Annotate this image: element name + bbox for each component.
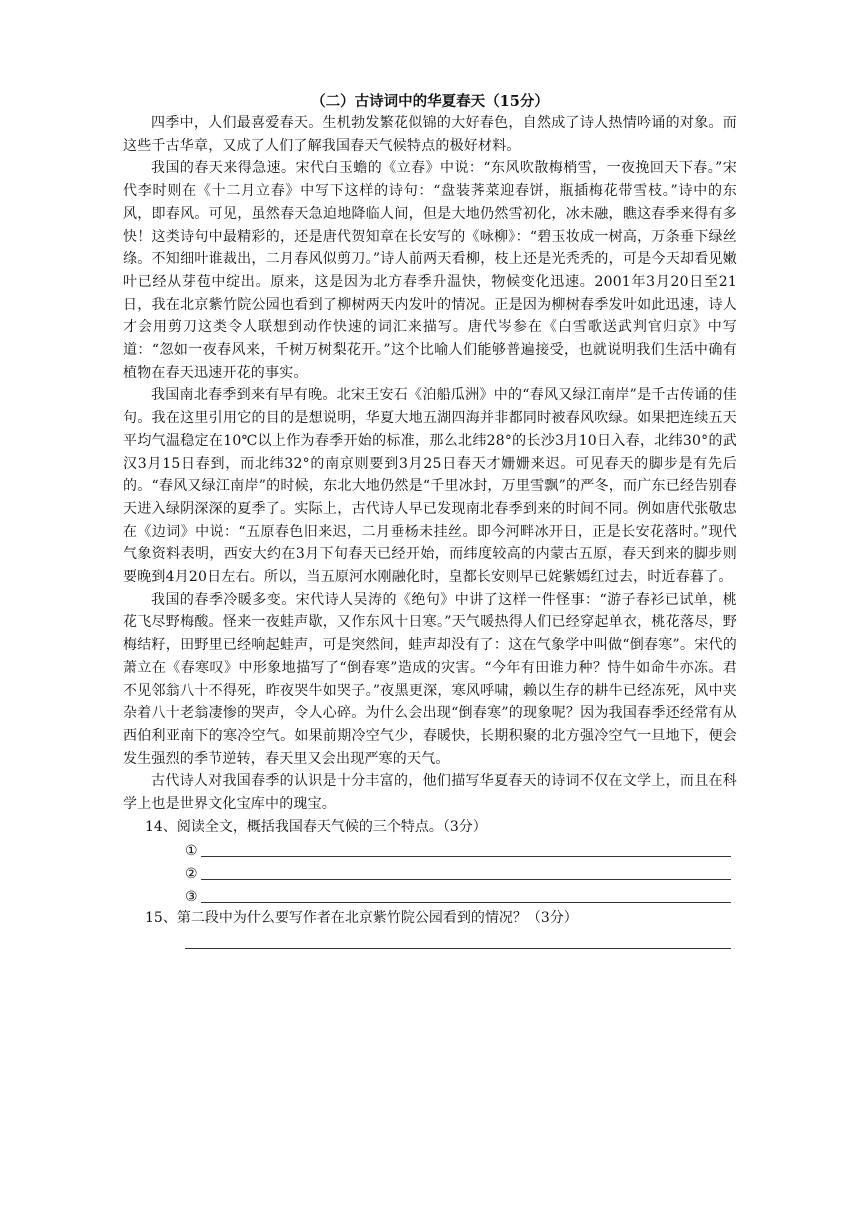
answer-blank-q15[interactable]	[185, 948, 731, 949]
answer-line-3[interactable]	[123, 884, 737, 907]
answer-line-q15[interactable]	[123, 929, 737, 952]
section-title: （二）古诗词中的华夏春天（15分）	[311, 93, 549, 110]
answer-blank-1[interactable]	[201, 840, 731, 857]
answer-marker-2: ②	[185, 865, 198, 882]
answer-marker-3: ③	[185, 888, 198, 905]
paragraph-1: 四季中，人们最喜爱春天。生机勃发繁花似锦的大好春色，自然成了诗人热情吟诵的对象。而这些千古华章，又成了人们了解我国春天气候特点的极好材料。	[123, 115, 737, 154]
paragraph-3: 我国南北春季到来有早有晚。北宋王安石《泊船瓜洲》中的“春风又绿江南岸”是千古传诵的佳句。我在这里引用它的目的是想说明，华夏大地五湖四海并非都同时被春风吹绿。如果把连续五天平均气温稳定在10℃以上作为春季开始的标准，那么北纬28°的长沙3月10日入春，北纬30°的武汉3月15日春到，而北纬32°的南京则要到3月25日春天才姗姗来迟。可见春天的脚步是有先后的。“春风又绿江南岸”的时候，东北大地仍然是“千里冰封，万里雪飘”的严冬，而广东已经告别春天进入绿阴深深的夏季了。实际上，古代诗人早已发现南北春季到来的时间不同。例如唐代张敬忠在《边词》中说：“五原春色旧来迟，二月垂杨未挂丝。即今河畔冰开日，正是长安花落时。”现代气象资料表明，西安大约在3月下旬春天已经开始，而纬度较高的内蒙古五原，春天到来的脚步则要晚到4月20日左右。所以，当五原河水刚融化时，皇都长安则早已姹紫嫣红过去，时近春暮了。	[123, 387, 737, 586]
answer-blank-3[interactable]	[201, 886, 731, 903]
answer-line-1[interactable]	[123, 839, 737, 862]
paragraph-2: 我国的春天来得急速。宋代白玉蟾的《立春》中说：“东风吹散梅梢雪，一夜挽回天下春。”宋代李时则在《十二月立春》中写下这样的诗句：“盘装荠菜迎春饼，瓶插梅花带雪枝。”诗中的东风，即春风。可见，虽然春天急迫地降临人间，但是大地仍然雪初化，冰未融，瞧这春季来得有多快！这类诗句中最精彩的，还是唐代贺知章在长安写的《咏柳》：“碧玉妆成一树高，万条垂下绿丝绦。不知细叶谁裁出，二月春风似剪刀。”诗人前两天看柳，枝上还是光秃秃的，可是今天却看见嫩叶已经从芽苞中绽出。原来，这是因为北方春季升温快，物候变化迅速。2001年3月20日至21日，我在北京紫竹院公园也看到了柳树两天内发叶的情况。正是因为柳树春季发叶如此迅速，诗人才会用剪刀这类令人联想到动作快速的词汇来描写。唐代岑参在《白雪歌送武判官归京》中写道：“忽如一夜春风来，千树万树梨花开。”这个比喻人们能够普遍接受，也就说明我们生活中确有植物在春天迅速开花的事实。	[123, 160, 737, 381]
question-15: 15、第二段中为什么要写作者在北京紫竹院公园看到的情况？（3分）	[145, 909, 578, 926]
paragraph-4: 我国的春季冷暖多变。宋代诗人吴涛的《绝句》中讲了这样一件怪事：“游子春衫已试单，桃花飞尽野梅酸。怪来一夜蛙声歇，又作东风十日寒。”天气暖热得人们已经穿起单衣，桃花落尽，野梅结籽，田野里已经响起蛙声，可是突然间，蛙声却没有了：这在气象学中叫做“倒春寒”。宋代的萧立在《春寒叹》中形象地描写了“倒春寒”造成的灾害。“今年有田谁力种？恃牛如命牛亦冻。君不见邻翁八十不得死，昨夜哭牛如哭子。”夜黑更深，寒风呼啸，赖以生存的耕牛已经冻死，风中夹杂着八十老翁凄惨的哭声，令人心碎。为什么会出现“倒春寒”的现象呢？因为我国春季还经常有从西伯利亚南下的寒冷空气。如果前期冷空气少，春暖快，长期积聚的北方强冷空气一旦地下，便会发生强烈的季节逆转，春天里又会出现严寒的天气。	[123, 591, 737, 767]
answer-blank-2[interactable]	[201, 863, 731, 880]
answer-marker-1: ①	[185, 843, 198, 860]
paragraph-5: 古代诗人对我国春季的认识是十分丰富的，他们描写华夏春天的诗词不仅在文学上，而且在科学上也是世界文化宝库中的瑰宝。	[123, 773, 737, 813]
question-14: 14、阅读全文，概括我国春天气候的三个特点。（3分）	[145, 818, 487, 835]
exam-page	[123, 92, 737, 952]
answer-line-2[interactable]	[123, 861, 737, 884]
